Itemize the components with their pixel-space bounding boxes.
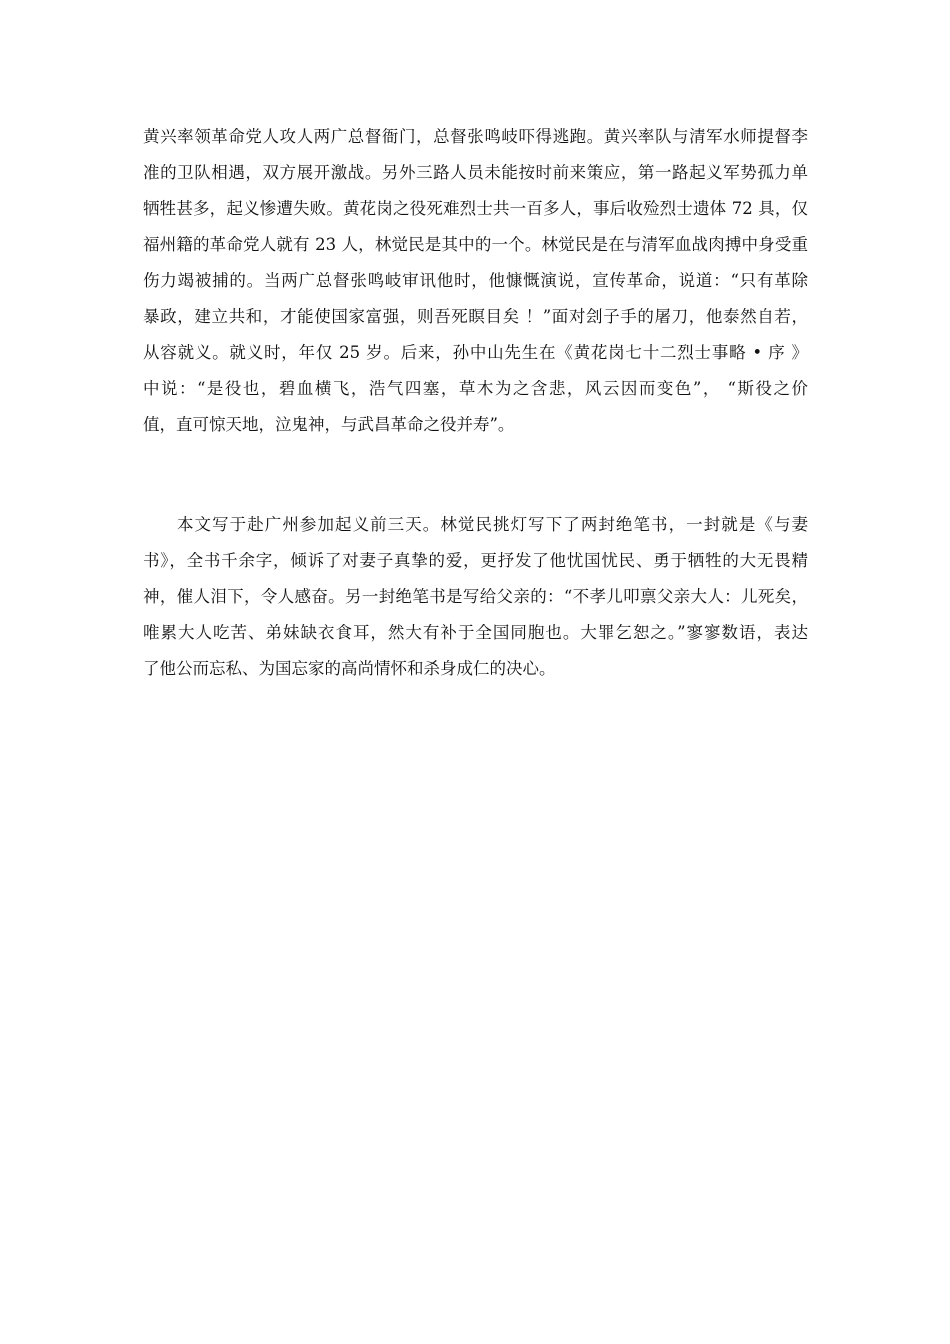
- paragraph-line: 黄兴率领革命党人攻人两广总督衙门，总督张鸣岐吓得逃跑。黄兴率队与清军水师提督李: [143, 127, 808, 146]
- paragraph-line: 书》，全书千余字，倾诉了对妻子真挚的爱，更抒发了他忧国忧民、勇于牺牲的大无畏精: [143, 551, 808, 570]
- paragraph-line: 本文写于赴广州参加起义前三天。林觉民挑灯写下了两封绝笔书，一封就是《与妻: [177, 515, 808, 534]
- paragraph-line: 神，催人泪下，令人感奋。另一封绝笔书是写给父亲的：“不孝儿叩禀父亲大人：儿死矣，: [143, 587, 808, 606]
- paragraph-1: [143, 119, 808, 443]
- paragraph-line: 中说：“是役也，碧血横飞，浩气四塞，草木为之含悲，风云因而变色”， “斯役之价: [143, 379, 808, 398]
- paragraph-2: [143, 507, 808, 687]
- paragraph-line: 准的卫队相遇，双方展开激战。另外三路人员未能按时前来策应，第一路起义军势孤力单: [143, 163, 808, 182]
- paragraph-line: 福州籍的革命党人就有 23 人，林觉民是其中的一个。林觉民是在与清军血战肉搏中身受重: [143, 235, 808, 254]
- paragraph-line: 了他公而忘私、为国忘家的高尚情怀和杀身成仁的决心。: [143, 659, 556, 678]
- paragraph-line: 伤力竭被捕的。当两广总督张鸣岐审讯他时，他慷慨演说，宣传革命，说道：“只有革除: [143, 271, 808, 290]
- paragraph-line: 从容就义。就义时，年仅 25 岁。后来，孙中山先生在《黄花岗七十二烈士事略 • 序 》: [143, 343, 808, 362]
- paragraph-line: 值，直可惊天地，泣鬼神，与武昌革命之役并寿”。: [143, 415, 515, 434]
- paragraph-line: 牺牲甚多，起义惨遭失败。黄花岗之役死难烈士共一百多人，事后收殓烈士遗体 72 具，仅: [143, 199, 808, 218]
- paragraph-line: 暴政，建立共和，才能使国家富强，则吾死瞑目矣 ！”面对刽子手的屠刀，他泰然自若，: [143, 307, 808, 326]
- paragraph-line: 唯累大人吃苦、弟妹缺衣食耳，然大有补于全国同胞也。大罪乞恕之。”寥寥数语，表达: [143, 623, 808, 642]
